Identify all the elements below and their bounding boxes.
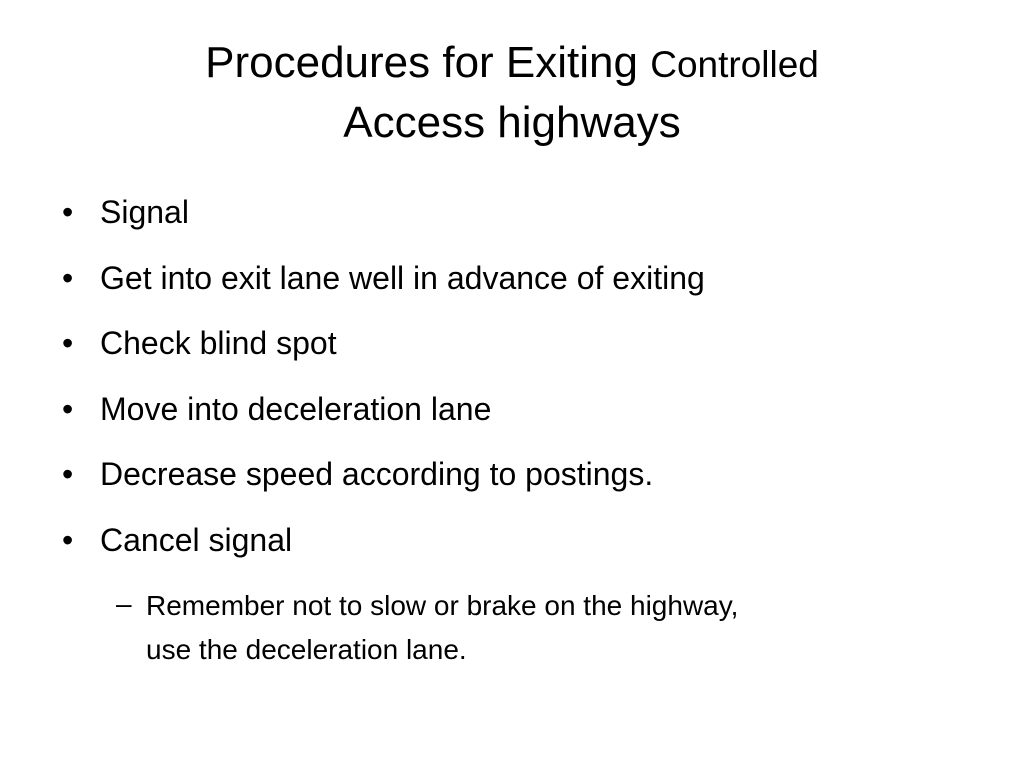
sub-bullet-dash: – xyxy=(116,588,132,619)
sub-bullet-line-1: Remember not to slow or brake on the highway, xyxy=(146,590,739,621)
bullet-item xyxy=(56,323,976,363)
bullet-text: Get into exit lane well in advance of exiting xyxy=(100,259,705,296)
slide-title xyxy=(60,34,964,152)
title-part-2: Controlled xyxy=(650,44,819,85)
bullet-text: Cancel signal xyxy=(100,521,293,558)
bullet-list xyxy=(56,192,976,585)
bullet-dot: • xyxy=(62,456,74,492)
bullet-dot: • xyxy=(62,325,74,361)
bullet-dot: • xyxy=(62,521,74,558)
bullet-item xyxy=(56,520,976,560)
bullet-dot: • xyxy=(62,259,74,296)
bullet-dot: • xyxy=(62,194,74,230)
bullet-text: Check blind spot xyxy=(100,325,337,361)
bullet-item xyxy=(56,192,976,232)
title-line-2: Access highways xyxy=(343,98,681,147)
sub-bullet-line-2: use the deceleration lane. xyxy=(146,634,467,665)
bullet-text: Decrease speed according to postings. xyxy=(100,456,654,492)
bullet-dot: • xyxy=(62,390,74,427)
title-part-1: Procedures for Exiting xyxy=(205,38,651,87)
bullet-item xyxy=(56,389,976,429)
bullet-item xyxy=(56,454,976,494)
sub-bullet xyxy=(116,584,966,672)
bullet-item xyxy=(56,258,976,298)
bullet-text: Signal xyxy=(100,194,189,230)
bullet-text: Move into deceleration lane xyxy=(100,390,492,427)
